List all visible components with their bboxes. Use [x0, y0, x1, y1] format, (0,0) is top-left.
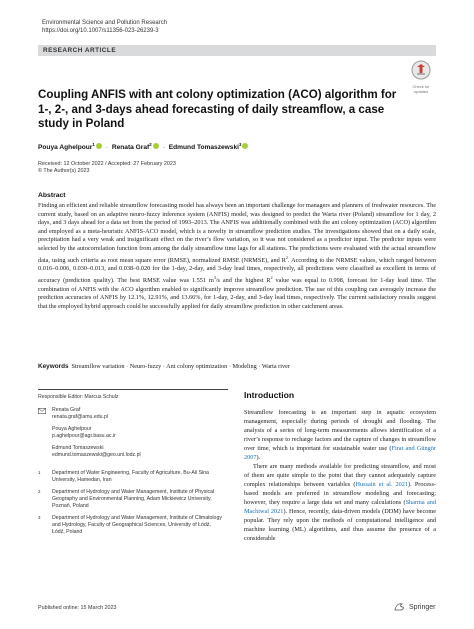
footnote-column [38, 389, 228, 541]
orcid-icon[interactable] [153, 143, 159, 149]
corr-name: Edmund Tomaszewski [52, 445, 104, 451]
author-list [38, 140, 250, 152]
article-title: Coupling ANFIS with ant colony optimization (ACO) algorithm for 1-, 2-, and 3-days ahead forecasting of daily streamflow, a case study in Poland [38, 88, 397, 130]
responsible-editor: Responsible Editor: Marcus Schulz [38, 394, 119, 400]
affiliation-number: 3 [38, 515, 41, 520]
doi-link[interactable]: https://doi.org/10.1007/s11356-023-26239-3 [42, 28, 159, 34]
corr-email[interactable]: edmund.tomaszewski@geo.uni.lodz.pl [52, 452, 141, 458]
author-separator: · [105, 144, 108, 152]
check-label-2: updates [413, 88, 429, 94]
check-for-updates-icon [411, 60, 431, 80]
corr-name: Pouya Aghelpour [52, 426, 92, 432]
affiliation-item [38, 489, 228, 510]
envelope-icon [38, 408, 46, 414]
introduction-heading: Introduction [244, 390, 295, 400]
intro-paragraph: There are many methods available for predicting streamflow, and most of them are quite simple to the point that they cannot adequately capture complex relationships between variables (Hussain et al. 2021). Process-based models are preferred in streamflow modeling and forecasting; however, they require a large data set and many calculations (Sharma and Machiwal 2021). Hence, recently, data-driven models (DDM) have become popular. They rely upon the methods of computational intelligence and machine learning (ML) algorithms, and thus assume the presence of a considerable [244, 463, 436, 542]
check-label-1: Check for [412, 84, 430, 89]
keywords-list: Streamflow variation · Neuro-fuzzy · Ant colony optimization · Modeling · Warta river [71, 363, 290, 370]
affiliation-item [38, 470, 228, 484]
corr-name: Renata Graf [52, 407, 81, 413]
journal-header [42, 19, 167, 35]
citation-link[interactable]: Firat and Güngör 2007 [244, 445, 436, 461]
publisher-logo [394, 602, 435, 612]
corr-email[interactable]: renata.graf@amu.edu.pl [52, 414, 109, 420]
orcid-icon[interactable] [242, 143, 248, 149]
abstract-heading: Abstract [38, 192, 66, 199]
affiliation-item [38, 515, 228, 536]
springer-logo-icon [394, 602, 406, 612]
introduction-body [244, 408, 436, 543]
publisher-name: Springer [409, 603, 436, 611]
affiliation-text: Department of Water Engineering, Faculty of Agriculture, Bu-Ali Sina University, Hamedan, Iran [52, 470, 209, 483]
keywords [38, 363, 290, 372]
author-name[interactable]: Edmund Tomaszewski [168, 144, 239, 152]
correspondence-entry [52, 445, 141, 459]
check-for-updates-button[interactable] [406, 60, 436, 94]
article-type-banner: RESEARCH ARTICLE [38, 45, 436, 56]
received-accepted-dates: Received: 12 October 2022 / Accepted: 27 February 2023 [38, 161, 176, 167]
abstract-text: Finding an efficient and reliable streamflow forecasting model has always been an important challenge for managers and planners of freshwater resources. The current study, based on an adaptive neuro-fuzzy inference system (ANFIS) model, was designed to predict the Warta river (Poland) streamflow for 1 day, 2 days, and 3 days ahead for a data set from the period of 1993–2013. The ANFIS was additionally combined with the ant colony optimization (ACO) algorithm and employed as a meta-heuristic ANFIS-ACO model, which is a novelty in streamflow prediction studies. The investigations showed that on a daily scale, precipitation had a very weak and insignificant effect on the river’s flow variation, so it was not considered as a predictor input. The predictor inputs were selected by the autocorrelation function from among the daily streamflow time lags for all stations. The predictions were evaluated with the actual streamflow data, using such criteria as root mean square error (RMSE), normalized RMSE (NRMSE), and $R^2$. According to the NRMSE values, which ranged between 0.016–0.006, 0.030–0.013, and 0.038–0.020 for the 1-day, 2-day, and 3-day lead times, respectively, all predictions were classified as excellent in terms of accuracy (prediction quality). The best RMSE value was 1.551 $m^3/s$ and the highest $R^2$ value was equal to 0.998, forecast for 1-day lead time. The combination of ANFIS with the ACO algorithm enabled to significantly improve streamflow prediction. The use of this coupling can averagely increase the prediction accuracies of ANFIS by 12.1%, 12.91%, and 13.66%, for 1-day, 2-day, and 3-day lead times, respectively. The current satisfactory results suggest that the employed hybrid approach could be successfully applied for daily streamflow prediction in other catchment areas. [38, 202, 436, 310]
citation-link[interactable]: Sharma and Machiwal 2021 [244, 499, 436, 515]
correspondence-entry [52, 407, 141, 421]
journal-name: Environmental Science and Pollution Research [42, 20, 168, 26]
footnote-rule [38, 389, 228, 390]
correspondence-block [38, 407, 228, 464]
affiliation-text: Department of Hydrology and Water Management, Institute of Climatology and Hydrology, Faculty of Geographical Sciences, University of Łódź, Łódź, Poland [52, 515, 222, 535]
corr-email[interactable]: p.aghelpour@agr.basu.ac.ir [52, 433, 116, 439]
author-name[interactable]: Pouya Aghelpour [38, 144, 93, 152]
correspondence-entry [52, 426, 141, 440]
keywords-label: Keywords [38, 363, 69, 370]
orcid-icon[interactable] [96, 143, 102, 149]
author-separator: · [162, 144, 165, 152]
published-online: Published online: 15 March 2023 [38, 605, 117, 611]
author-affil-sup: 1 [92, 142, 95, 147]
author-name[interactable]: Renata Graf [111, 144, 150, 152]
copyright-line: © The Author(s) 2023 [38, 168, 90, 175]
citation-link[interactable]: Hussain et al. 2021 [355, 481, 409, 488]
intro-paragraph: Streamflow forecasting is an important step in aquatic ecosystem management, especially during periods of drought and flooding. The analysis of a series of long-term measurements allows identification of a river’s response to recharge factors and the capture of changes in streamflow over time, which is important for sustainable water use (Firat and Güngör 2007). [244, 409, 436, 461]
affiliation-number: 2 [38, 489, 41, 494]
affiliation-number: 1 [38, 470, 41, 475]
author-affil-sup: 2 [149, 142, 152, 147]
author-affil-sup: 3 [238, 142, 242, 147]
article-dates [38, 161, 176, 176]
affiliation-text: Department of Hydrology and Water Management, Institute of Physical Geography and Environmental Planning, Adam Mickiewicz University, Poznań, Poland [52, 489, 215, 509]
